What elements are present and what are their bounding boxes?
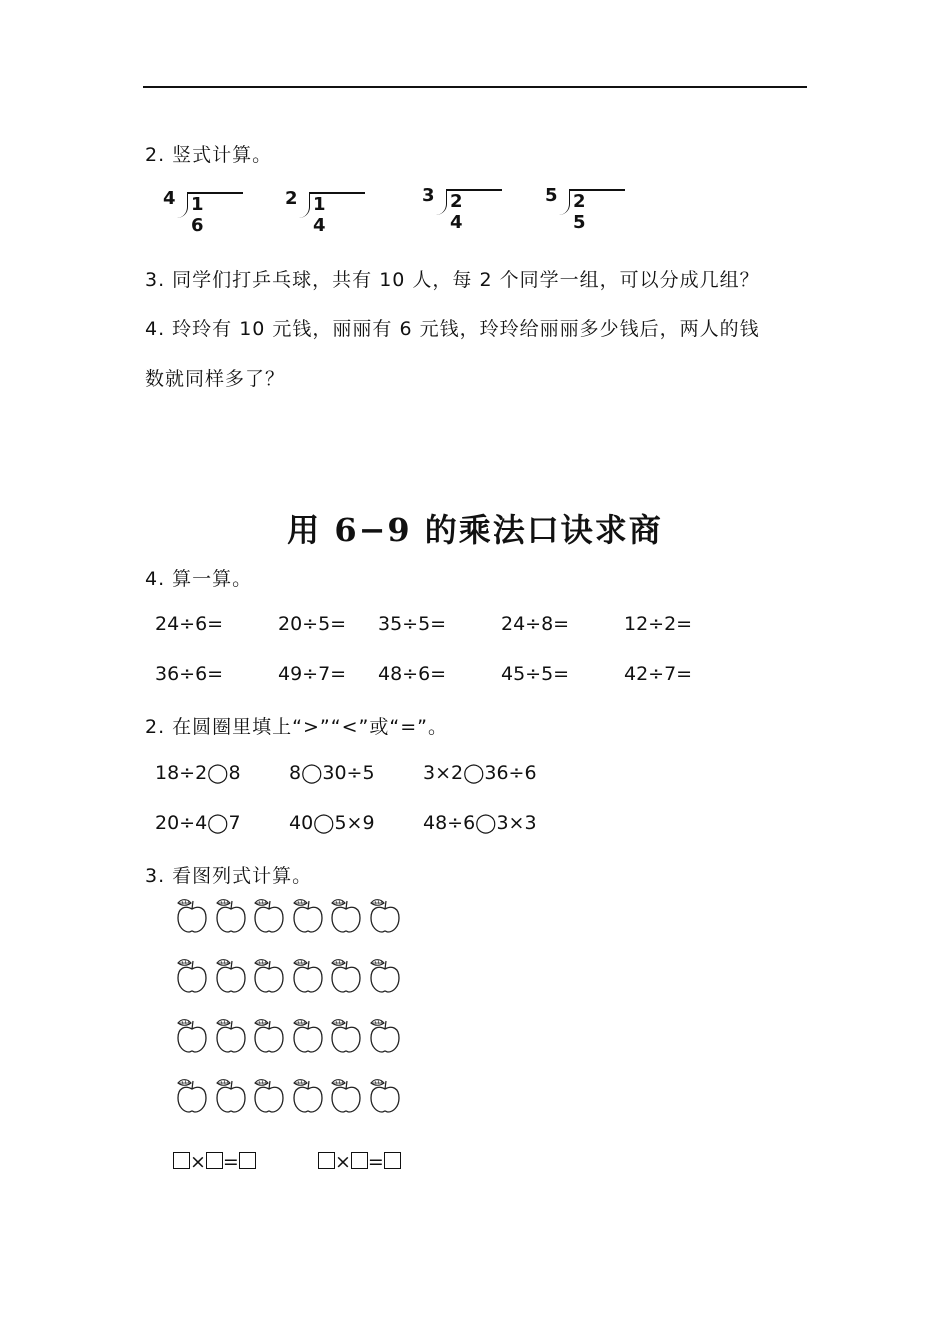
calc-item: 48÷6= (378, 663, 447, 685)
apple-icon (368, 895, 402, 935)
division-bracket (177, 192, 188, 218)
divisor: 4 (163, 188, 176, 209)
calc-item: 42÷7= (624, 663, 693, 685)
calc-item: 24÷6= (155, 613, 224, 635)
answer-box[interactable] (239, 1152, 256, 1169)
apple-icon (329, 955, 363, 995)
times-sign: × (190, 1151, 206, 1173)
header-rule (143, 86, 807, 88)
answer-blank-1 (173, 1151, 256, 1173)
apple-icon (329, 1015, 363, 1055)
apple-icon (252, 1075, 286, 1115)
calc-label: 4. 算一算。 (145, 568, 253, 590)
divisor: 3 (422, 185, 435, 206)
equals-sign: = (222, 1151, 239, 1173)
calc-item: 45÷5= (501, 663, 570, 685)
compare-label: 2. 在圆圈里填上“>”“<”或“=”。 (145, 716, 448, 738)
apple-icon (368, 1075, 402, 1115)
calc-item: 36÷6= (155, 663, 224, 685)
answer-box[interactable] (206, 1152, 223, 1169)
apple-icon (214, 955, 248, 995)
division-bracket (299, 192, 310, 218)
calc-item: 24÷8= (501, 613, 570, 635)
apple-icon (329, 1075, 363, 1115)
calc-item: 35÷5= (378, 613, 447, 635)
compare-item: 40◯5×9 (289, 812, 375, 834)
apple-icon (291, 1015, 325, 1055)
answer-box[interactable] (173, 1152, 190, 1169)
division-bracket (436, 189, 447, 215)
dividend: 1 6 (191, 194, 212, 236)
equals-sign: = (367, 1151, 384, 1173)
apple-icon (252, 1015, 286, 1055)
calc-item: 20÷5= (278, 613, 347, 635)
q2-label: 2. 竖式计算。 (145, 144, 273, 166)
picture-label: 3. 看图列式计算。 (145, 865, 313, 887)
dividend: 1 4 (313, 194, 334, 236)
apple-icon (214, 1075, 248, 1115)
times-sign: × (335, 1151, 351, 1173)
apple-icon (175, 895, 209, 935)
apple-icon (291, 1075, 325, 1115)
apple-icon (368, 1015, 402, 1055)
dividend: 2 4 (450, 191, 471, 233)
divisor: 5 (545, 185, 558, 206)
apple-icon (175, 1015, 209, 1055)
answer-box[interactable] (318, 1152, 335, 1169)
compare-item: 3×2◯36÷6 (423, 762, 537, 784)
calc-item: 49÷7= (278, 663, 347, 685)
apple-icon (252, 955, 286, 995)
q3-text: 3. 同学们打乒乓球，共有 10 人，每 2 个同学一组，可以分成几组？ (145, 269, 760, 291)
apple-icon (252, 895, 286, 935)
compare-item: 20÷4◯7 (155, 812, 241, 834)
apple-icon (291, 895, 325, 935)
compare-item: 8◯30÷5 (289, 762, 375, 784)
compare-item: 18÷2◯8 (155, 762, 241, 784)
apple-icon (175, 955, 209, 995)
q4-text-line1: 4. 玲玲有 10 元钱，丽丽有 6 元钱，玲玲给丽丽多少钱后，两人的钱 (145, 318, 760, 340)
answer-box[interactable] (351, 1152, 368, 1169)
compare-item: 48÷6◯3×3 (423, 812, 537, 834)
apple-icon (214, 895, 248, 935)
divisor: 2 (285, 188, 298, 209)
answer-box[interactable] (384, 1152, 401, 1169)
apple-icon (368, 955, 402, 995)
calc-item: 12÷2= (624, 613, 693, 635)
apple-icon (175, 1075, 209, 1115)
division-bracket (559, 189, 570, 215)
q4-text-line2: 数就同样多了？ (145, 368, 286, 390)
apple-icon (329, 895, 363, 935)
dividend: 2 5 (573, 191, 594, 233)
apple-icon (214, 1015, 248, 1055)
section-title: 用 6−9 的乘法口诀求商 (287, 511, 663, 549)
apple-icon (291, 955, 325, 995)
answer-blank-2 (318, 1151, 401, 1173)
